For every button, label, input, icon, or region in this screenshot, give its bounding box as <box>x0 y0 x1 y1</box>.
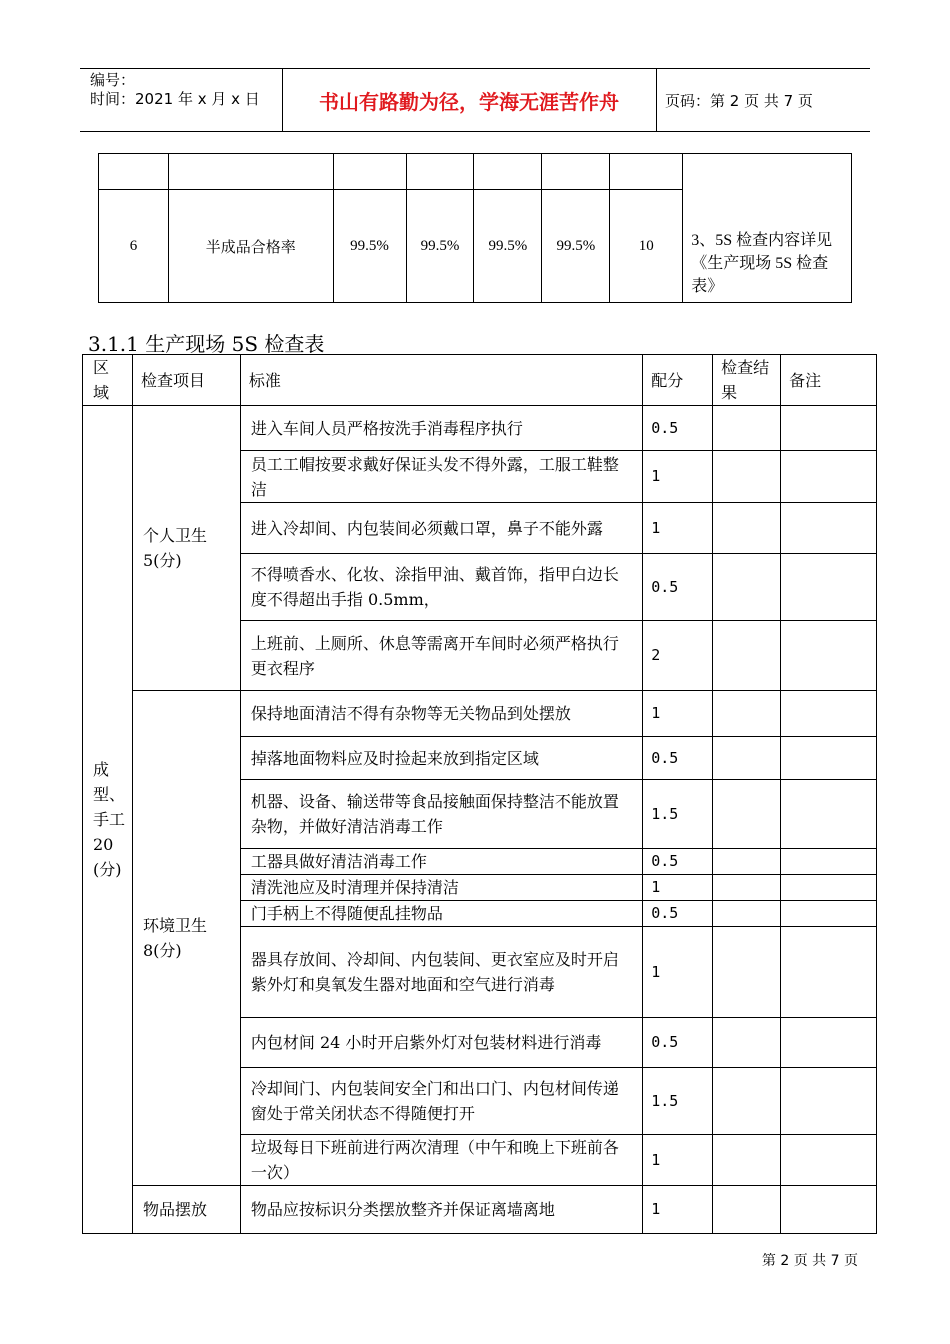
area-cell: 成型、手工20(分) <box>83 406 133 1234</box>
score-cell: 0.5 <box>643 406 713 451</box>
result-cell <box>713 621 781 691</box>
result-cell <box>713 1186 781 1234</box>
score-cell: 0.5 <box>643 554 713 621</box>
result-cell <box>713 901 781 927</box>
table-row <box>99 154 852 190</box>
header-score: 配分 <box>643 355 713 406</box>
score-cell: 1 <box>643 875 713 901</box>
result-cell <box>713 927 781 1018</box>
header-area: 区域 <box>83 355 133 406</box>
result-cell <box>713 849 781 875</box>
section-title: 3.1.1 生产现场 5S 检查表 <box>88 332 325 356</box>
check-item-environment: 环境卫生8(分) <box>132 691 240 1186</box>
result-cell <box>713 406 781 451</box>
remark-cell <box>781 1018 877 1068</box>
standard-cell: 员工工帽按要求戴好保证头发不得外露，工服工鞋整洁 <box>240 451 642 503</box>
standard-cell: 机器、设备、输送带等食品接触面保持整洁不能放置杂物，并做好清洁消毒工作 <box>240 780 642 849</box>
remark-cell <box>781 554 877 621</box>
remark-cell <box>781 406 877 451</box>
score-cell: 0.5 <box>643 1018 713 1068</box>
result-cell <box>713 780 781 849</box>
score-cell: 1 <box>643 927 713 1018</box>
remark-cell <box>781 849 877 875</box>
header-motto: 书山有路勤为径，学海无涯苦作舟 <box>319 89 619 114</box>
score-cell: 1 <box>643 691 713 737</box>
row-index: 6 <box>99 190 169 303</box>
result-cell <box>713 1135 781 1186</box>
remark-cell <box>781 1068 877 1135</box>
result-cell <box>713 503 781 554</box>
page-header <box>80 68 870 132</box>
table-row <box>83 691 877 737</box>
header-result: 检查结果 <box>713 355 781 406</box>
standard-cell: 保持地面清洁不得有杂物等无关物品到处摆放 <box>240 691 642 737</box>
result-cell <box>713 554 781 621</box>
score-cell: 1.5 <box>643 780 713 849</box>
document-number-label: 编号： <box>90 71 136 89</box>
standard-cell: 物品应按标识分类摆放整齐并保证离墙离地 <box>240 1186 642 1234</box>
standard-cell: 器具存放间、冷却间、内包装间、更衣室应及时开启紫外灯和臭氧发生器对地面和空气进行消毒 <box>240 927 642 1018</box>
score-cell: 1 <box>643 1186 713 1234</box>
standard-cell: 内包材间 24 小时开启紫外灯对包装材料进行消毒 <box>240 1018 642 1068</box>
remark-cell <box>781 1186 877 1234</box>
score-cell: 1 <box>643 1135 713 1186</box>
remark-cell <box>781 691 877 737</box>
score-cell: 2 <box>643 621 713 691</box>
table-row <box>83 1186 877 1234</box>
indicator-score: 10 <box>610 190 683 303</box>
standard-cell: 垃圾每日下班前进行两次清理（中午和晚上下班前各一次） <box>240 1135 642 1186</box>
indicator-table <box>98 153 852 303</box>
standard-cell: 不得喷香水、化妆、涂指甲油、戴首饰，指甲白边长度不得超出手指 0.5mm， <box>240 554 642 621</box>
score-cell: 0.5 <box>643 737 713 780</box>
remark-cell <box>781 621 877 691</box>
result-cell <box>713 875 781 901</box>
standard-cell: 掉落地面物料应及时捡起来放到指定区域 <box>240 737 642 780</box>
page-footer: 第 2 页 共 7 页 <box>761 1253 858 1269</box>
standard-cell: 工器具做好清洁消毒工作 <box>240 849 642 875</box>
table-header-row <box>83 355 877 406</box>
table-cell <box>406 154 474 190</box>
header-page-info: 页码：第 2 页 共 7 页 <box>665 91 813 110</box>
document-date: 时间：2021 年 x 月 x 日 <box>90 90 260 108</box>
result-cell <box>713 737 781 780</box>
table-cell <box>474 154 542 190</box>
standard-cell: 上班前、上厕所、休息等需离开车间时必须严格执行更衣程序 <box>240 621 642 691</box>
indicator-name: 半成品合格率 <box>168 190 333 303</box>
indicator-value: 99.5% <box>542 190 610 303</box>
indicator-value: 99.5% <box>406 190 474 303</box>
result-cell <box>713 1068 781 1135</box>
table-cell <box>542 154 610 190</box>
standard-cell: 冷却间门、内包装间安全门和出口门、内包材间传递窗处于常关闭状态不得随便打开 <box>240 1068 642 1135</box>
standard-cell: 进入车间人员严格按洗手消毒程序执行 <box>240 406 642 451</box>
header-divider <box>656 69 657 131</box>
header-remark: 备注 <box>781 355 877 406</box>
score-cell: 1.5 <box>643 1068 713 1135</box>
standard-cell: 进入冷却间、内包装间必须戴口罩，鼻子不能外露 <box>240 503 642 554</box>
score-cell: 0.5 <box>643 901 713 927</box>
check-item-placement: 物品摆放 <box>132 1186 240 1234</box>
score-cell: 1 <box>643 503 713 554</box>
table-cell <box>168 154 333 190</box>
indicator-value: 99.5% <box>474 190 542 303</box>
remark-cell <box>781 927 877 1018</box>
remark-cell <box>781 901 877 927</box>
header-meta <box>90 71 260 109</box>
remark-cell <box>781 503 877 554</box>
table-cell <box>99 154 169 190</box>
standard-cell: 门手柄上不得随便乱挂物品 <box>240 901 642 927</box>
remark-cell <box>781 737 877 780</box>
check-item-personal: 个人卫生5(分) <box>132 406 240 691</box>
result-cell <box>713 451 781 503</box>
table-cell <box>333 154 406 190</box>
remark-cell <box>781 875 877 901</box>
remark-cell <box>781 451 877 503</box>
result-cell <box>713 691 781 737</box>
remark-cell <box>781 780 877 849</box>
remark-cell <box>781 1135 877 1186</box>
score-cell: 0.5 <box>643 849 713 875</box>
header-standard: 标准 <box>240 355 642 406</box>
result-cell <box>713 1018 781 1068</box>
indicator-value: 99.5% <box>333 190 406 303</box>
header-item: 检查项目 <box>132 355 240 406</box>
score-cell: 1 <box>643 451 713 503</box>
5s-checklist-table <box>82 354 877 1234</box>
standard-cell: 清洗池应及时清理并保持清洁 <box>240 875 642 901</box>
table-cell <box>610 154 683 190</box>
inspection-note: 3、5S 检查内容详见《生产现场 5S 检查表》 <box>683 154 852 303</box>
table-row <box>83 406 877 451</box>
